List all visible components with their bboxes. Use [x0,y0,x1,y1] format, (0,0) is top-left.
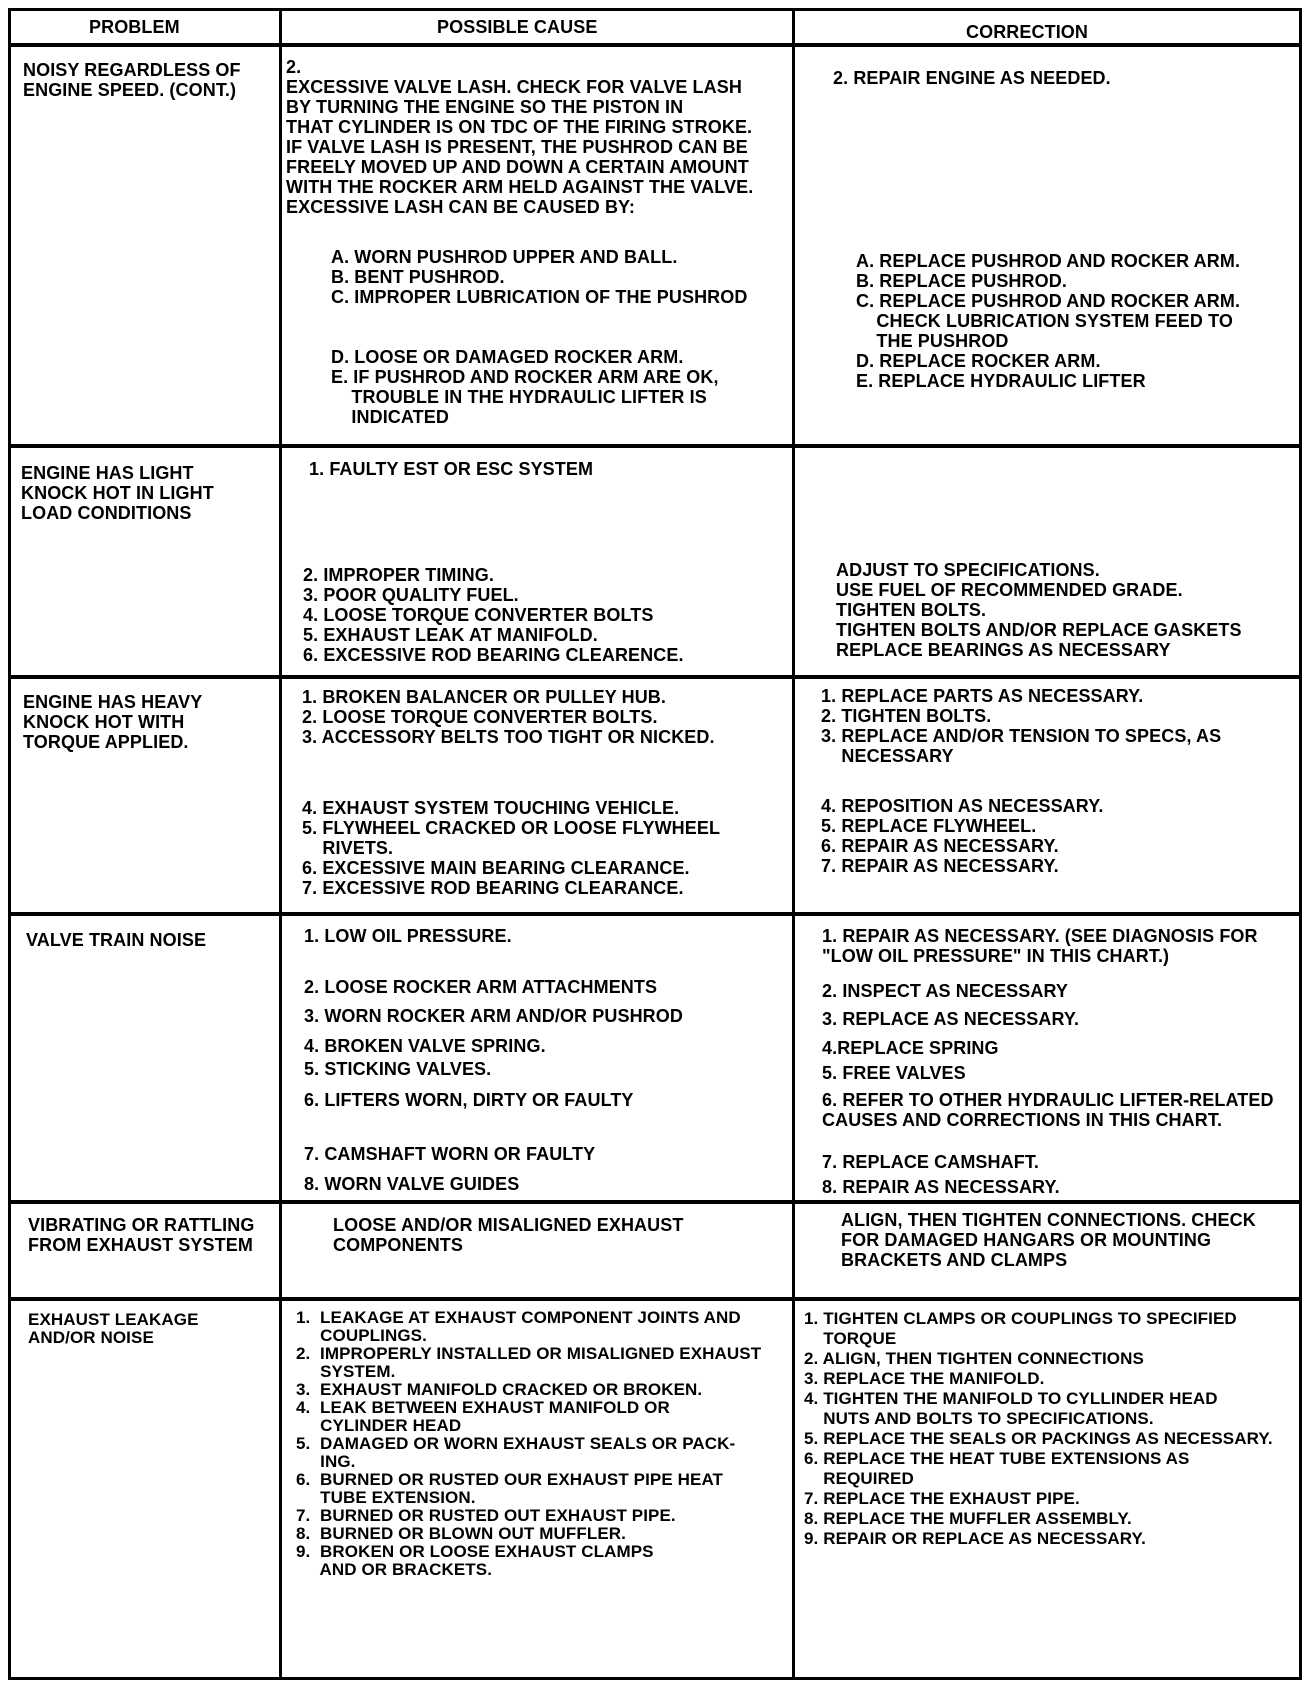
row-correction: 4.REPLACE SPRING [822,1038,999,1058]
row-cause: 2. LOOSE ROCKER ARM ATTACHMENTS [304,977,658,997]
row-cause: 6. LIFTERS WORN, DIRTY OR FAULTY [304,1090,634,1110]
row-correction: 2. INSPECT AS NECESSARY [822,981,1069,1001]
row-correction: ADJUST TO SPECIFICATIONS. USE FUEL OF RECOMMENDED GRADE. TIGHTEN BOLTS. TIGHTEN BOLTS AND/OR REPLACE GASKETS REPLACE BEARINGS AS NECESSARY [836,560,1242,660]
row-correction: 2. REPAIR ENGINE AS NEEDED. [833,68,1111,88]
row-problem: ENGINE HAS LIGHT KNOCK HOT IN LIGHT LOAD CONDITIONS [21,463,214,523]
row-correction: 1. TIGHTEN CLAMPS OR COUPLINGS TO SPECIFIED TORQUE 2. ALIGN, THEN TIGHTEN CONNECTIONS 3. REPLACE THE MANIFOLD. 4. TIGHTEN THE MANIFOLD TO CYLLINDER HEAD NUTS AND BOLTS TO SPECIFICATIONS. 5. REPLACE THE SEALS OR PACKINGS AS NECESSARY. 6. REPLACE THE HEAT TUBE EXTENSIONS AS REQUIRED 7. REPLACE THE EXHAUST PIPE. 8. REPLACE THE MUFFLER ASSEMBLY. 9. REPAIR OR REPLACE AS NECESSARY. [804,1309,1273,1548]
row-cause: 5. STICKING VALVES. [304,1059,492,1079]
row-correction: 1. REPLACE PARTS AS NECESSARY. 2. TIGHTEN BOLTS. 3. REPLACE AND/OR TENSION TO SPECS, AS NECESSARY [821,686,1222,766]
troubleshooting-table [8,8,1302,1680]
row-cause: D. LOOSE OR DAMAGED ROCKER ARM. E. IF PUSHROD AND ROCKER ARM ARE OK, TROUBLE IN THE HYDRAULIC LIFTER IS INDICATED [331,347,719,427]
row-correction: 6. REFER TO OTHER HYDRAULIC LIFTER-RELATED CAUSES AND CORRECTIONS IN THIS CHART. [822,1090,1274,1130]
row-cause: 2. IMPROPER TIMING. 3. POOR QUALITY FUEL. 4. LOOSE TORQUE CONVERTER BOLTS 5. EXHAUST LEAK AT MANIFOLD. 6. EXCESSIVE ROD BEARING CLEARENCE. [303,565,684,665]
row-correction: ALIGN, THEN TIGHTEN CONNECTIONS. CHECK FOR DAMAGED HANGARS OR MOUNTING BRACKETS AND CLAMPS [841,1210,1256,1270]
header-cause: POSSIBLE CAUSE [437,17,598,37]
row-cause: 7. CAMSHAFT WORN OR FAULTY [304,1144,596,1164]
row-cause: 8. WORN VALVE GUIDES [304,1174,520,1194]
row-correction: 8. REPAIR AS NECESSARY. [822,1177,1060,1197]
row-correction: 3. REPLACE AS NECESSARY. [822,1009,1080,1029]
row-divider [11,1297,1299,1301]
row-problem: EXHAUST LEAKAGE AND/OR NOISE [28,1310,199,1347]
row-correction: 4. REPOSITION AS NECESSARY. 5. REPLACE FLYWHEEL. 6. REPAIR AS NECESSARY. 7. REPAIR AS NECESSARY. [821,796,1104,876]
row-cause: 3. WORN ROCKER ARM AND/OR PUSHROD [304,1006,683,1026]
row-correction: A. REPLACE PUSHROD AND ROCKER ARM. B. REPLACE PUSHROD. C. REPLACE PUSHROD AND ROCKER ARM. CHECK LUBRICATION SYSTEM FEED TO THE PUSHROD D. REPLACE ROCKER ARM. E. REPLACE HYDRAULIC LIFTER [856,251,1241,391]
row-divider [11,675,1299,679]
row-cause: 2. EXCESSIVE VALVE LASH. CHECK FOR VALVE LASH BY TURNING THE ENGINE SO THE PISTON IN THAT CYLINDER IS ON TDC OF THE FIRING STROKE. IF VALVE LASH IS PRESENT, THE PUSHROD CAN BE FREELY MOVED UP AND DOWN A CERTAIN AMOUNT WITH THE ROCKER ARM HELD AGAINST THE VALVE. EXCESSIVE LASH CAN BE CAUSED BY: [286,57,754,217]
row-cause: 1. BROKEN BALANCER OR PULLEY HUB. 2. LOOSE TORQUE CONVERTER BOLTS. 3. ACCESSORY BELTS TOO TIGHT OR NICKED. [302,687,715,747]
row-problem: ENGINE HAS HEAVY KNOCK HOT WITH TORQUE APPLIED. [23,692,203,752]
row-problem: NOISY REGARDLESS OF ENGINE SPEED. (CONT.) [23,60,241,100]
row-problem: VALVE TRAIN NOISE [26,930,207,950]
row-cause: LOOSE AND/OR MISALIGNED EXHAUST COMPONENTS [333,1215,684,1255]
row-correction: 1. REPAIR AS NECESSARY. (SEE DIAGNOSIS FOR "LOW OIL PRESSURE" IN THIS CHART.) [822,926,1258,966]
row-cause: 1. FAULTY EST OR ESC SYSTEM [309,459,594,479]
row-cause: 1. LEAKAGE AT EXHAUST COMPONENT JOINTS AND COUPLINGS. 2. IMPROPERLY INSTALLED OR MISALIGNED EXHAUST SYSTEM. 3. EXHAUST MANIFOLD CRACKED OR BROKEN. 4. LEAK BETWEEN EXHAUST MANIFOLD OR CYLINDER HEAD 5. DAMAGED OR WORN EXHAUST SEALS OR PACK- ING. 6. BURNED OR RUSTED OUR EXHAUST PIPE HEAT TUBE EXTENSION. 7. BURNED OR RUSTED OUT EXHAUST PIPE. 8. BURNED OR BLOWN OUT MUFFLER. 9. BROKEN OR LOOSE EXHAUST CLAMPS AND OR BRACKETS. [296,1308,762,1579]
row-cause: 1. LOW OIL PRESSURE. [304,926,512,946]
row-correction: 5. FREE VALVES [822,1063,966,1083]
header-correction: CORRECTION [966,22,1088,42]
row-cause: A. WORN PUSHROD UPPER AND BALL. B. BENT PUSHROD. C. IMPROPER LUBRICATION OF THE PUSHROD [331,247,748,307]
header-divider [11,43,1299,47]
column-divider [279,11,282,1677]
row-cause: 4. BROKEN VALVE SPRING. [304,1036,546,1056]
row-divider [11,1200,1299,1204]
header-problem: PROBLEM [89,17,180,37]
row-problem: VIBRATING OR RATTLING FROM EXHAUST SYSTEM [28,1215,255,1255]
row-correction: 7. REPLACE CAMSHAFT. [822,1152,1040,1172]
row-divider [11,912,1299,916]
row-divider [11,444,1299,448]
column-divider [792,11,795,1677]
row-cause: 4. EXHAUST SYSTEM TOUCHING VEHICLE. 5. FLYWHEEL CRACKED OR LOOSE FLYWHEEL RIVETS. 6. EXCESSIVE MAIN BEARING CLEARANCE. 7. EXCESSIVE ROD BEARING CLEARANCE. [302,798,721,898]
